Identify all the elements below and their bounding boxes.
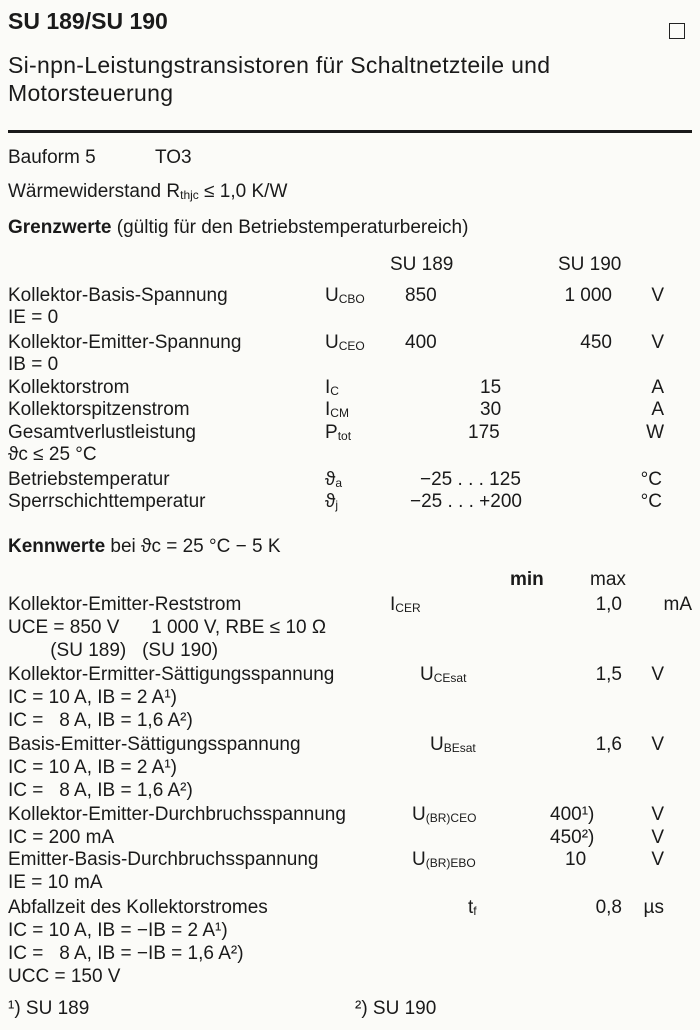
condition: (SU 189) (SU 190)	[8, 640, 219, 661]
condition: IC = 10 A, IB = 2 A¹)	[8, 757, 177, 778]
param-label: Kollektor-Basis-Spannung	[8, 285, 228, 306]
symbol: $I_C$	[325, 377, 339, 398]
condition: ϑc ≤ 25 °C	[8, 444, 97, 465]
condition: UCE = 850 V 1 000 V, RBE ≤ 10 Ω	[8, 617, 327, 638]
condition: UCC = 150 V	[8, 966, 121, 987]
checkbox-square-icon	[669, 23, 685, 39]
param-label: Abfallzeit des Kollektorstromes	[8, 897, 268, 918]
value-max: 1,5	[595, 664, 622, 685]
condition: IC = 8 A, IB = −IB = 1,6 A²)	[8, 943, 244, 964]
unit: °C	[640, 491, 662, 512]
col-su190: SU 190	[558, 254, 622, 275]
param-label: Sperrschichttemperatur	[8, 491, 206, 512]
param-label: Kollektor-Emitter-Reststrom	[8, 594, 242, 615]
unit: µs	[643, 897, 664, 918]
symbol: $U_{(BR)CEO}$	[412, 804, 477, 825]
symbol: $ϑ_a$	[325, 469, 343, 490]
param-label: Emitter-Basis-Durchbruchsspannung	[8, 849, 319, 870]
param-label: Kollektorstrom	[8, 377, 130, 398]
value: 15	[480, 377, 502, 398]
unit: V	[651, 664, 664, 685]
thermal-resistance: Wärmewiderstand $R_{thjc} \le 1,0$ K/W	[8, 181, 288, 202]
param-label: Kollektor-Ermitter-Sättigungsspannung	[8, 664, 335, 685]
package: TO3	[155, 147, 192, 168]
condition: IB = 0	[8, 354, 59, 375]
value-min: 400¹)	[550, 804, 595, 825]
value-su189: 400	[405, 332, 437, 353]
col-max: max	[590, 569, 626, 590]
condition: IC = 8 A, IB = 1,6 A²)	[8, 710, 193, 731]
unit: V	[651, 827, 664, 848]
condition: IC = 10 A, IB = 2 A¹)	[8, 687, 177, 708]
unit: V	[651, 332, 664, 353]
divider	[8, 130, 692, 133]
value: −25 . . . 125	[420, 469, 521, 490]
symbol: $t_f$	[468, 897, 477, 918]
symbol: $U_{BEsat}$	[430, 734, 476, 755]
value-max: 1,6	[595, 734, 622, 755]
value: 175	[468, 422, 500, 443]
unit: A	[651, 377, 664, 398]
unit: W	[646, 422, 664, 443]
symbol: $P_{tot}$	[325, 422, 352, 443]
param-label: Basis-Emitter-Sättigungsspannung	[8, 734, 301, 755]
param-label: Kollektor-Emitter-Durchbruchsspannung	[8, 804, 346, 825]
param-label: Gesamtverlustleistung	[8, 422, 196, 443]
unit: V	[651, 734, 664, 755]
col-su189: SU 189	[390, 254, 454, 275]
value: 30	[480, 399, 502, 420]
footnote-2: ²) SU 190	[355, 998, 437, 1019]
value-min: 450²)	[550, 827, 595, 848]
condition: IC = 10 A, IB = −IB = 2 A¹)	[8, 920, 228, 941]
unit: V	[651, 804, 664, 825]
value-su190: 450	[580, 332, 612, 353]
param-label: Kollektor-Emitter-Spannung	[8, 332, 242, 353]
col-min: min	[510, 569, 544, 590]
param-label: Kollektorspitzenstrom	[8, 399, 190, 420]
symbol: $U_{CEO}$	[325, 332, 365, 353]
kennwerte-heading: Kennwerte bei ϑc = 25 °C − 5 K	[8, 536, 281, 557]
param-label: Betriebstemperatur	[8, 469, 170, 490]
grenzwerte-heading: Grenzwerte (gültig für den Betriebstemperaturbereich)	[8, 217, 469, 238]
symbol: $I_{CM}$	[325, 399, 349, 420]
symbol: $I_{CER}$	[390, 594, 421, 615]
value-max: 1,0	[595, 594, 622, 615]
value-su190: 1 000	[564, 285, 612, 306]
symbol: $U_{CEsat}$	[420, 664, 467, 685]
page-title: SU 189/SU 190	[8, 8, 168, 34]
value-min: 10	[565, 849, 587, 870]
footnote-1: ¹) SU 189	[8, 998, 90, 1019]
condition: IC = 200 mA	[8, 827, 115, 848]
value: −25 . . . +200	[410, 491, 522, 512]
symbol: $U_{(BR)EBO}$	[412, 849, 476, 870]
condition: IE = 10 mA	[8, 872, 103, 893]
condition: IC = 8 A, IB = 1,6 A²)	[8, 780, 193, 801]
unit: A	[651, 399, 664, 420]
unit: °C	[640, 469, 662, 490]
subtitle: Si-npn-Leistungstransistoren für Schaltnetzteile und	[8, 52, 551, 78]
subtitle-line2: Motorsteuerung	[8, 80, 174, 106]
unit: V	[651, 285, 664, 306]
symbol: $U_{CBO}$	[325, 285, 365, 306]
value-su189: 850	[405, 285, 437, 306]
bauform: Bauform 5	[8, 147, 96, 168]
condition: IE = 0	[8, 307, 59, 328]
symbol: $ϑ_j$	[325, 491, 339, 512]
value-max: 0,8	[595, 897, 622, 918]
unit: mA	[663, 594, 692, 615]
unit: V	[651, 849, 664, 870]
